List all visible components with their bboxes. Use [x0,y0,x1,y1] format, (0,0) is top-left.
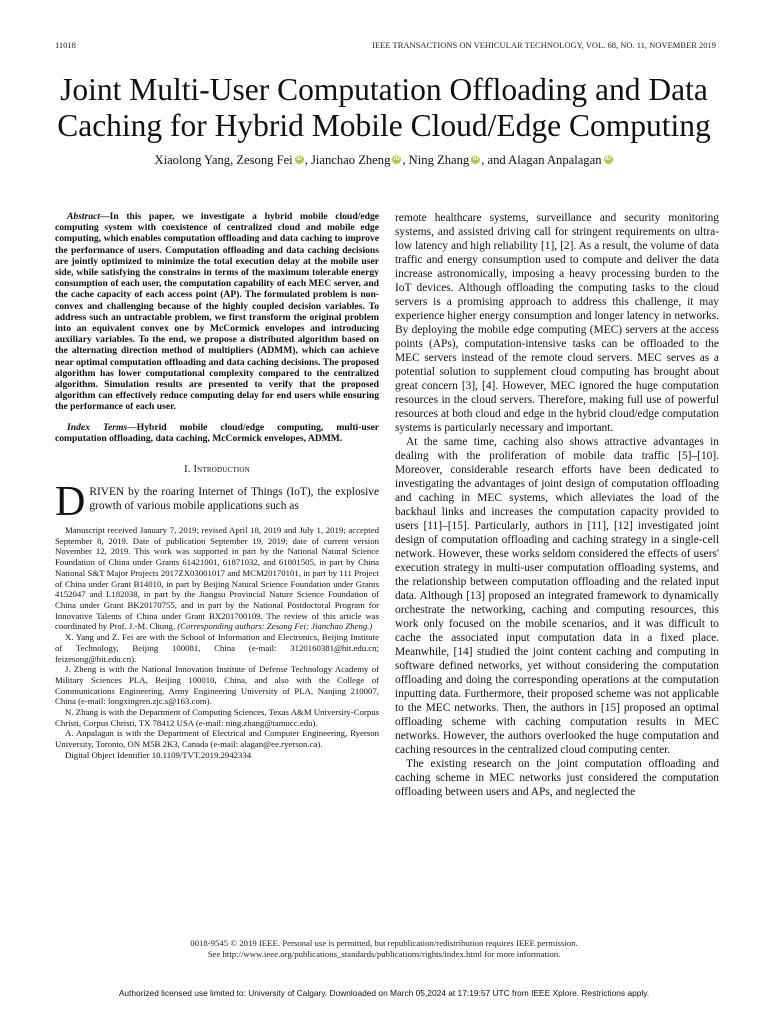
author-anpalagan: , and Alagan Anpalagan [481,153,602,167]
running-head: IEEE TRANSACTIONS ON VEHICULAR TECHNOLOGY, VOL. 68, NO. 11, NOVEMBER 2019 [372,40,716,50]
body-paragraph-1: remote healthcare systems, surveillance and security monitoring systems, and assisted driving call for stringent requirements on ultra-low latency and high reliability [1], [2]. As a result, the volume of data traffic and energy consumption used to compute and deliver the data increase astronomically, imposing a heavy processing burden to the IoT devices. Although offloading the computing tasks to the cloud servers is a promising approach to address this challenge, it may experience higher energy consumption and longer latency in networks. By deploying the mobile edge computing (MEC) servers at the access points (APs), computation-intensive tasks can be offloaded to the MEC servers instead of the remote cloud servers. MEC serves as a potential solution to supplement cloud computing has brought about great concern [3], [4]. However, MEC ignored the huge computation resources in the cloud servers. Therefore, making full use of powerful resources at both cloud and edge in the hybrid cloud/edge computation systems is particularly necessary and important. [395,212,719,434]
author-yang-fei: Xiaolong Yang, Zesong Fei [154,153,293,167]
footnote-affiliation-anpalagan: A. Anpalagan is with the Department of Electrical and Computer Engineering, Ryerson University, Toronto, ON M5B 2K3, Canada (e-mail: alagan@ee.ryerson.ca). [55,728,379,750]
title-line-1: Joint Multi-User Computation Offloading and Data [60,72,708,107]
abstract [55,211,379,413]
footnote-affiliation-zheng: J. Zheng is with the National Innovation Institute of Defense Technology Academy of Military Sciences PLA, Beijing 100010, China, and also with the College of Communications Engineering, Army Engineering University of PLA, Nanjing 210007, China (e-mail: longxingren.zjc.s@163.com). [55,664,379,707]
abstract-label: Abstract [67,211,101,222]
index-terms-text: —Hybrid mobile cloud/edge computing, multi-user computation offloading, data caching, McCormick envelopes, ADMM. [55,421,379,444]
index-terms-label: Index Terms [67,421,128,433]
paper-title [20,72,748,144]
author-list [0,153,768,168]
corresponding-authors: (Corresponding authors: Zesong Fei; Jianchao Zheng.) [177,621,373,632]
title-line-2: Caching for Hybrid Mobile Cloud/Edge Computing [57,108,711,143]
intro-text: RIVEN by the roaring Internet of Things (IoT), the explosive growth of various mobile applications such as [89,486,379,513]
right-column [395,211,719,799]
section-number: I. [184,464,191,476]
intro-paragraph [55,479,379,526]
copyright-notice [0,938,768,960]
body-paragraph-2: At the same time, caching also shows attractive advantages in dealing with the proliferation of mobile data traffic [5]–[10]. Moreover, considerable research efforts have been dedicated to investigating the advantages of joint design of computation offloading and caching in MEC systems, which alleviates the load of the backhaul links and increases the computation capacity provided to users [11]–[15]. Particularly, authors in [11], [12] investigated joint design of computation offloading and caching strategy in a single-cell network. However, these works seldom considered the effects of users' execution strategy in multi-user computation offloading systems, and the relationship between computation offloading and the related input data. Although [13] proposed an integrated framework to dynamically orchestrate the networking, caching and computing resources, this work only focused on the mobile scenarios, and it was difficult to cache the associated input computation data in a fixed place. Meanwhile, [14] studied the joint content caching and computing in software defined networks, yet without considering the computation offloading and doing the corresponding operations at the computation inputting data. Furthermore, their proposed scheme was not applicable to the MEC networks. Then, the authors in [15] proposed an optimal offloading scheme with caching computation results in MEC networks. However, the authors overlooked the huge computation and caching resources in the centralized cloud computing center. [395,436,719,756]
orcid-icon[interactable]: iD [296,156,303,162]
license-notice: Authorized licensed use limited to: University of Calgary. Downloaded on March 05,2024 at 17:19:57 UTC from IEEE Xplore. Restrictions apply. [118,988,650,998]
footnote-affiliation-zhang: N. Zhang is with the Department of Computing Sciences, Texas A&M University-Corpus Christi, Corpus Christi, TX 78412 USA (e-mail: ning.zhang@tamucc.edu). [55,707,379,728]
orcid-icon[interactable]: iD [472,156,479,162]
copyright-line-1: 0018-9545 © 2019 IEEE. Personal use is permitted, but republication/redistribution requires IEEE permission. [190,938,578,948]
page-number: 11018 [55,40,76,50]
orcid-icon[interactable]: iD [605,156,611,162]
footnote-affiliation-yang-fei: X. Yang and Z. Fei are with the School of Information and Electronics, Beijing Institute of Technology, Beijing 100081, China (e-mail: 3120160381@bit.edu.cn; feizesong@bit.edu.cn). [55,632,379,664]
section-heading-introduction [55,464,379,475]
index-terms [55,422,379,444]
body-paragraph-3: The existing research on the joint computation offloading and caching scheme in MEC networks just considered the computation offloading between users and APs, and neglected the [395,758,719,798]
abstract-text: —In this paper, we investigate a hybrid mobile cloud/edge computing system with coexistence of centralized cloud and mobile edge computing, which enables computation offloading and data caching to improve the performance of users. Computation offloading and data caching decisions are jointly optimized to minimize the total execution delay at the mobile user side, while satisfying the constrains in terms of the maximum tolerable energy consumption of each user, the computation capability of each MEC server, and the cache capacity of each access point (AP). The formulated problem is non-convex and challenging because of the highly coupled decision variables. To address such an untractable problem, we first transform the original problem into an equivalent convex one by McCormick envelopes and introducing auxiliary variables. To the end, we propose a distributed algorithm based on the alternating direction method of multipliers (ADMM), which can achieve near optimal computation offloading and data caching decisions. The proposed algorithm has lower computational complexity compared to the centralized algorithm. Simulation results are presented to verify that the proposed algorithm can effectively reduce computing delay for end users while ensuring the performance of each user. [55,211,379,413]
orcid-icon[interactable]: iD [393,156,400,162]
section-title: Introduction [193,464,250,476]
doi: Digital Object Identifier 10.1109/TVT.2019.2942334 [65,749,252,760]
footnotes [55,525,379,760]
author-zhang: , Ning Zhang [402,153,470,167]
footnote-manuscript: Manuscript received January 7, 2019; revised April 18, 2019 and July 1, 2019; accepted September 8, 2019. Date of publication September 19, 2019; date of current version November 12, 2019. This work was supported in part by the National Natural Science Foundation of China under Grants 61421001, 61871032, and 61801505, in part by China National S&T Major Projects 2017ZX03001017 and MCM20170101, in part by 111 Project of China under Grant B14010, in part by Beijing Natural Science Foundation under Grants 4152047 and L182038, in part by the Jiangsu Provincial Nature Science Foundation of China under Grant BK20170755, and in part by the National Postdoctoral Program for Innovative Talents of China under Grant BX201700109. The review of this article was coordinated by Prof. J.-M. Chung. (Corresponding authors: Zesong Fei; Jianchao Zheng.) [55,525,379,632]
copyright-line-2: See http://www.ieee.org/publications_standards/publications/rights/index.html for more information. [207,949,561,959]
left-column [55,211,379,761]
author-zheng: , Jianchao Zheng [304,153,391,167]
drop-cap: D [55,479,86,526]
